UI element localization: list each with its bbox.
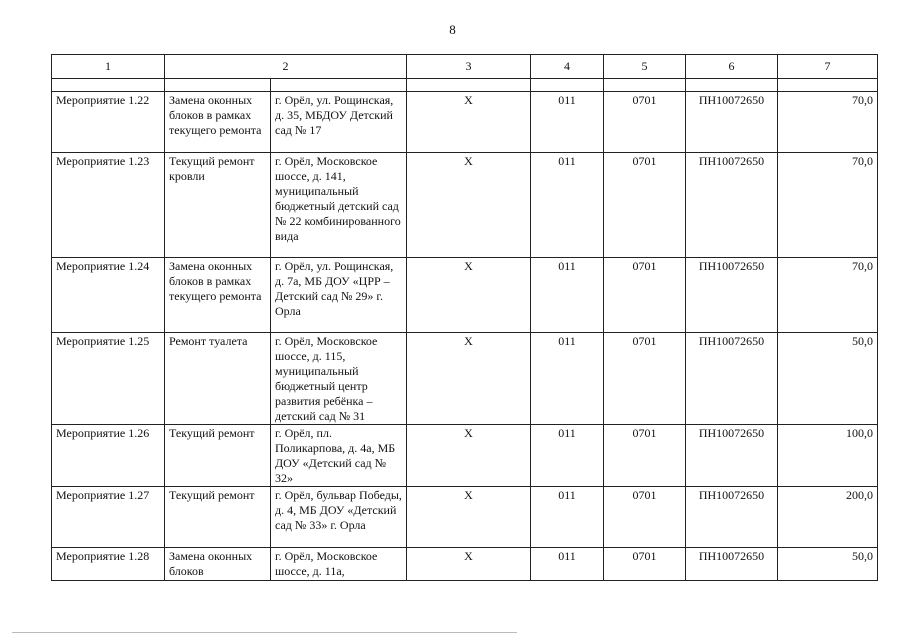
col4-value: 011 <box>531 425 604 487</box>
table-row <box>52 425 878 487</box>
object-address: г. Орёл, Московское шоссе, д. 115, муниципальный бюджетный центр развития ребёнка – детский сад № 31 <box>271 333 407 425</box>
col6-value: ПН10072650 <box>686 548 778 581</box>
table-row <box>52 333 878 425</box>
amount-value: 70,0 <box>778 92 878 153</box>
object-address: г. Орёл, пл. Поликарпова, д. 4а, МБ ДОУ «Детский сад № 32» <box>271 425 407 487</box>
col4-value: 011 <box>531 487 604 548</box>
measure-name: Мероприятие 1.24 <box>52 258 165 333</box>
table-row <box>52 92 878 153</box>
col5-value: 0701 <box>604 333 686 425</box>
header-cell-6: 6 <box>686 55 778 79</box>
col5-value: 0701 <box>604 425 686 487</box>
col3-value: Х <box>407 258 531 333</box>
measure-name: Мероприятие 1.23 <box>52 153 165 258</box>
col6-value: ПН10072650 <box>686 487 778 548</box>
spacer-row <box>52 79 878 92</box>
col3-value: Х <box>407 92 531 153</box>
col5-value: 0701 <box>604 258 686 333</box>
col6-value: ПН10072650 <box>686 153 778 258</box>
col6-value: ПН10072650 <box>686 92 778 153</box>
col6-value: ПН10072650 <box>686 425 778 487</box>
object-address: г. Орёл, ул. Рощинская, д. 35, МБДОУ Детский сад № 17 <box>271 92 407 153</box>
object-address: г. Орёл, Московское шоссе, д. 141, муниципальный бюджетный детский сад № 22 комбинированного вида <box>271 153 407 258</box>
col3-value: Х <box>407 425 531 487</box>
col5-value: 0701 <box>604 153 686 258</box>
budget-table <box>51 54 878 581</box>
col4-value: 011 <box>531 92 604 153</box>
work-description: Замена оконных блоков <box>165 548 271 581</box>
work-description: Замена оконных блоков в рамках текущего ремонта <box>165 92 271 153</box>
col4-value: 011 <box>531 548 604 581</box>
object-address: г. Орёл, Московское шоссе, д. 11а, <box>271 548 407 581</box>
amount-value: 50,0 <box>778 548 878 581</box>
amount-value: 70,0 <box>778 258 878 333</box>
work-description: Замена оконных блоков в рамках текущего ремонта <box>165 258 271 333</box>
col5-value: 0701 <box>604 92 686 153</box>
page-number: 8 <box>449 22 456 37</box>
header-cell-4: 4 <box>531 55 604 79</box>
col3-value: Х <box>407 487 531 548</box>
object-address: г. Орёл, бульвар Победы, д. 4, МБ ДОУ «Детский сад № 33» г. Орла <box>271 487 407 548</box>
col4-value: 011 <box>531 258 604 333</box>
measure-name: Мероприятие 1.27 <box>52 487 165 548</box>
header-cell-1: 1 <box>52 55 165 79</box>
work-description: Текущий ремонт <box>165 425 271 487</box>
page-edge-line <box>12 632 517 633</box>
measure-name: Мероприятие 1.22 <box>52 92 165 153</box>
amount-value: 200,0 <box>778 487 878 548</box>
object-address: г. Орёл, ул. Рощинская, д. 7а, МБ ДОУ «ЦРР – Детский сад № 29» г. Орла <box>271 258 407 333</box>
header-cell-2: 2 <box>165 55 407 79</box>
col4-value: 011 <box>531 333 604 425</box>
col6-value: ПН10072650 <box>686 258 778 333</box>
table-row <box>52 548 878 581</box>
table-row <box>52 487 878 548</box>
measure-name: Мероприятие 1.25 <box>52 333 165 425</box>
table-body <box>52 92 878 581</box>
table-row <box>52 258 878 333</box>
col3-value: Х <box>407 153 531 258</box>
header-cell-3: 3 <box>407 55 531 79</box>
header-row <box>52 55 878 79</box>
header-cell-5: 5 <box>604 55 686 79</box>
work-description: Ремонт туалета <box>165 333 271 425</box>
col5-value: 0701 <box>604 487 686 548</box>
measure-name: Мероприятие 1.26 <box>52 425 165 487</box>
header-cell-7: 7 <box>778 55 878 79</box>
col4-value: 011 <box>531 153 604 258</box>
work-description: Текущий ремонт <box>165 487 271 548</box>
col6-value: ПН10072650 <box>686 333 778 425</box>
col5-value: 0701 <box>604 548 686 581</box>
table-row <box>52 153 878 258</box>
amount-value: 100,0 <box>778 425 878 487</box>
measure-name: Мероприятие 1.28 <box>52 548 165 581</box>
work-description: Текущий ремонт кровли <box>165 153 271 258</box>
col3-value: Х <box>407 548 531 581</box>
amount-value: 50,0 <box>778 333 878 425</box>
col3-value: Х <box>407 333 531 425</box>
amount-value: 70,0 <box>778 153 878 258</box>
